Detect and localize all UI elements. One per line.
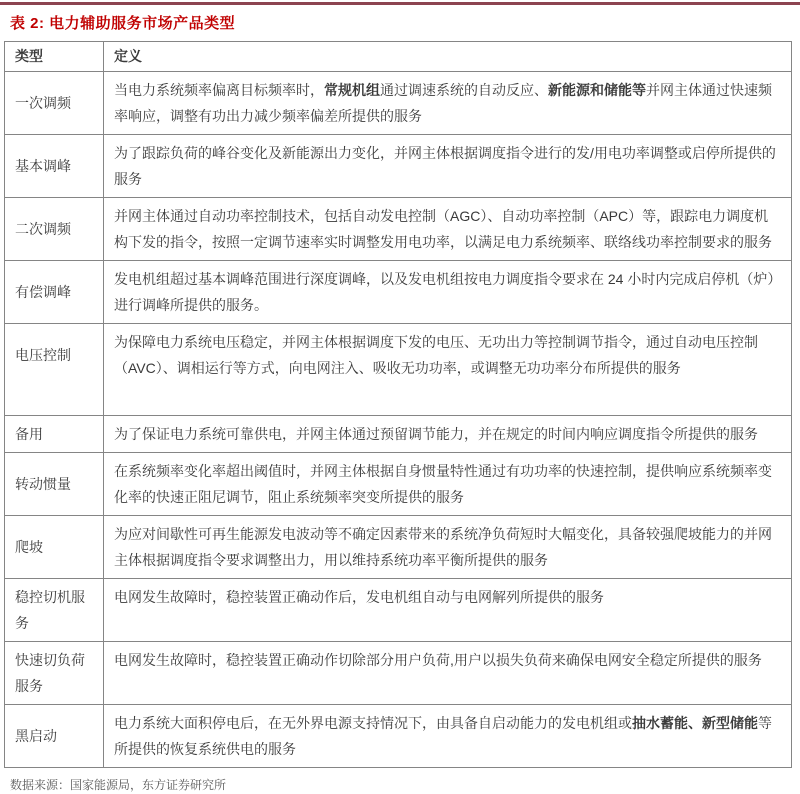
definition-bold-segment: 抽水蓄能、新型储能: [632, 715, 758, 731]
definition-segment: 为了保证电力系统可靠供电，并网主体通过预留调节能力，并在规定的时间内响应调度指令所提供的服务: [114, 426, 758, 442]
type-cell: 稳控切机服务: [5, 579, 104, 642]
definition-segment: 在系统频率变化率超出阈值时，并网主体根据自身惯量特性通过有功功率的快速控制，提供响应系统频率变化率的快速正阻尼调节，阻止系统频率突变所提供的服务: [114, 463, 772, 505]
definition-segment: 发电机组超过基本调峰范围进行深度调峰，以及发电机组按电力调度指令要求在 24 小时内完成启停机（炉）进行调峰所提供的服务。: [114, 271, 775, 313]
top-divider: [0, 2, 800, 5]
definition-segment: 并网主体通过自动功率控制技术，包括自动发电控制（AGC）、自动功率控制（APC）等，跟踪电力调度机构下发的指令，按照一定调节速率实时调整发用电功率，以满足电力系统频率、联络线功率控制要求的服务: [114, 208, 772, 250]
definition-cell: [104, 416, 792, 453]
definition-cell: [104, 72, 792, 135]
definition-cell: [104, 261, 792, 324]
table-row: [5, 72, 792, 135]
definition-segment: 为了跟踪负荷的峰谷变化及新能源出力变化，并网主体根据调度指令进行的发/用电功率调整或启停所提供的服务: [114, 145, 776, 187]
definition-cell: [104, 705, 792, 768]
definition-segment: 为应对间歇性可再生能源发电波动等不确定因素带来的系统净负荷短时大幅变化，具备较强爬坡能力的并网主体根据调度指令要求调整出力，用以维持系统功率平衡所提供的服务: [114, 526, 772, 568]
type-cell: 转动惯量: [5, 453, 104, 516]
definition-segment: 通过调速系统的自动反应、: [380, 82, 548, 98]
aux-services-table: [4, 41, 792, 768]
definition-cell: [104, 579, 792, 642]
definition-segment: 电网发生故障时，稳控装置正确动作切除部分用户负荷,用户以损失负荷来确保电网安全稳定所提供的服务: [114, 652, 762, 668]
table-row: [5, 416, 792, 453]
table-row: [5, 324, 792, 416]
type-cell: 电压控制: [5, 324, 104, 416]
definition-cell: [104, 642, 792, 705]
definition-segment: 当电力系统频率偏离目标频率时，: [114, 82, 324, 98]
definition-cell: [104, 135, 792, 198]
table-row: [5, 579, 792, 642]
table-title: 表 2: 电力辅助服务市场产品类型: [10, 15, 236, 32]
header-definition: 定义: [104, 42, 792, 72]
definition-cell: [104, 198, 792, 261]
table-row: [5, 705, 792, 768]
definition-bold-segment: 常规机组: [324, 82, 380, 98]
type-cell: 二次调频: [5, 198, 104, 261]
type-cell: 有偿调峰: [5, 261, 104, 324]
table-row: [5, 453, 792, 516]
type-cell: 黑启动: [5, 705, 104, 768]
definition-segment: 电力系统大面积停电后，在无外界电源支持情况下，由具备自启动能力的发电机组或: [114, 715, 632, 731]
table-row: [5, 642, 792, 705]
definition-cell: [104, 453, 792, 516]
table-row: [5, 516, 792, 579]
definition-segment: 并网主体通过快速频率响应，调整有功出力减少频率偏差所提供的服务: [114, 82, 772, 124]
table-row: [5, 261, 792, 324]
table-body: [5, 72, 792, 768]
definition-segment: 电网发生故障时，稳控装置正确动作后，发电机组自动与电网解列所提供的服务: [114, 589, 604, 605]
header-type: 类型: [5, 42, 104, 72]
table-row: [5, 135, 792, 198]
definition-cell: [104, 324, 792, 416]
type-cell: 备用: [5, 416, 104, 453]
definition-bold-segment: 新能源和储能等: [548, 82, 646, 98]
definition-segment: 为保障电力系统电压稳定，并网主体根据调度下发的电压、无功出力等控制调节指令，通过自动电压控制（AVC）、调相运行等方式，向电网注入、吸收无功功率，或调整无功功率分布所提供的服务: [114, 334, 758, 376]
type-cell: 一次调频: [5, 72, 104, 135]
type-cell: 爬坡: [5, 516, 104, 579]
definition-segment: 等所提供的恢复系统供电的服务: [114, 715, 772, 757]
data-source-note: 数据来源：国家能源局，东方证券研究所: [10, 778, 227, 792]
definition-cell: [104, 516, 792, 579]
type-cell: 基本调峰: [5, 135, 104, 198]
type-cell: 快速切负荷服务: [5, 642, 104, 705]
header-row: [5, 42, 792, 72]
table-row: [5, 198, 792, 261]
